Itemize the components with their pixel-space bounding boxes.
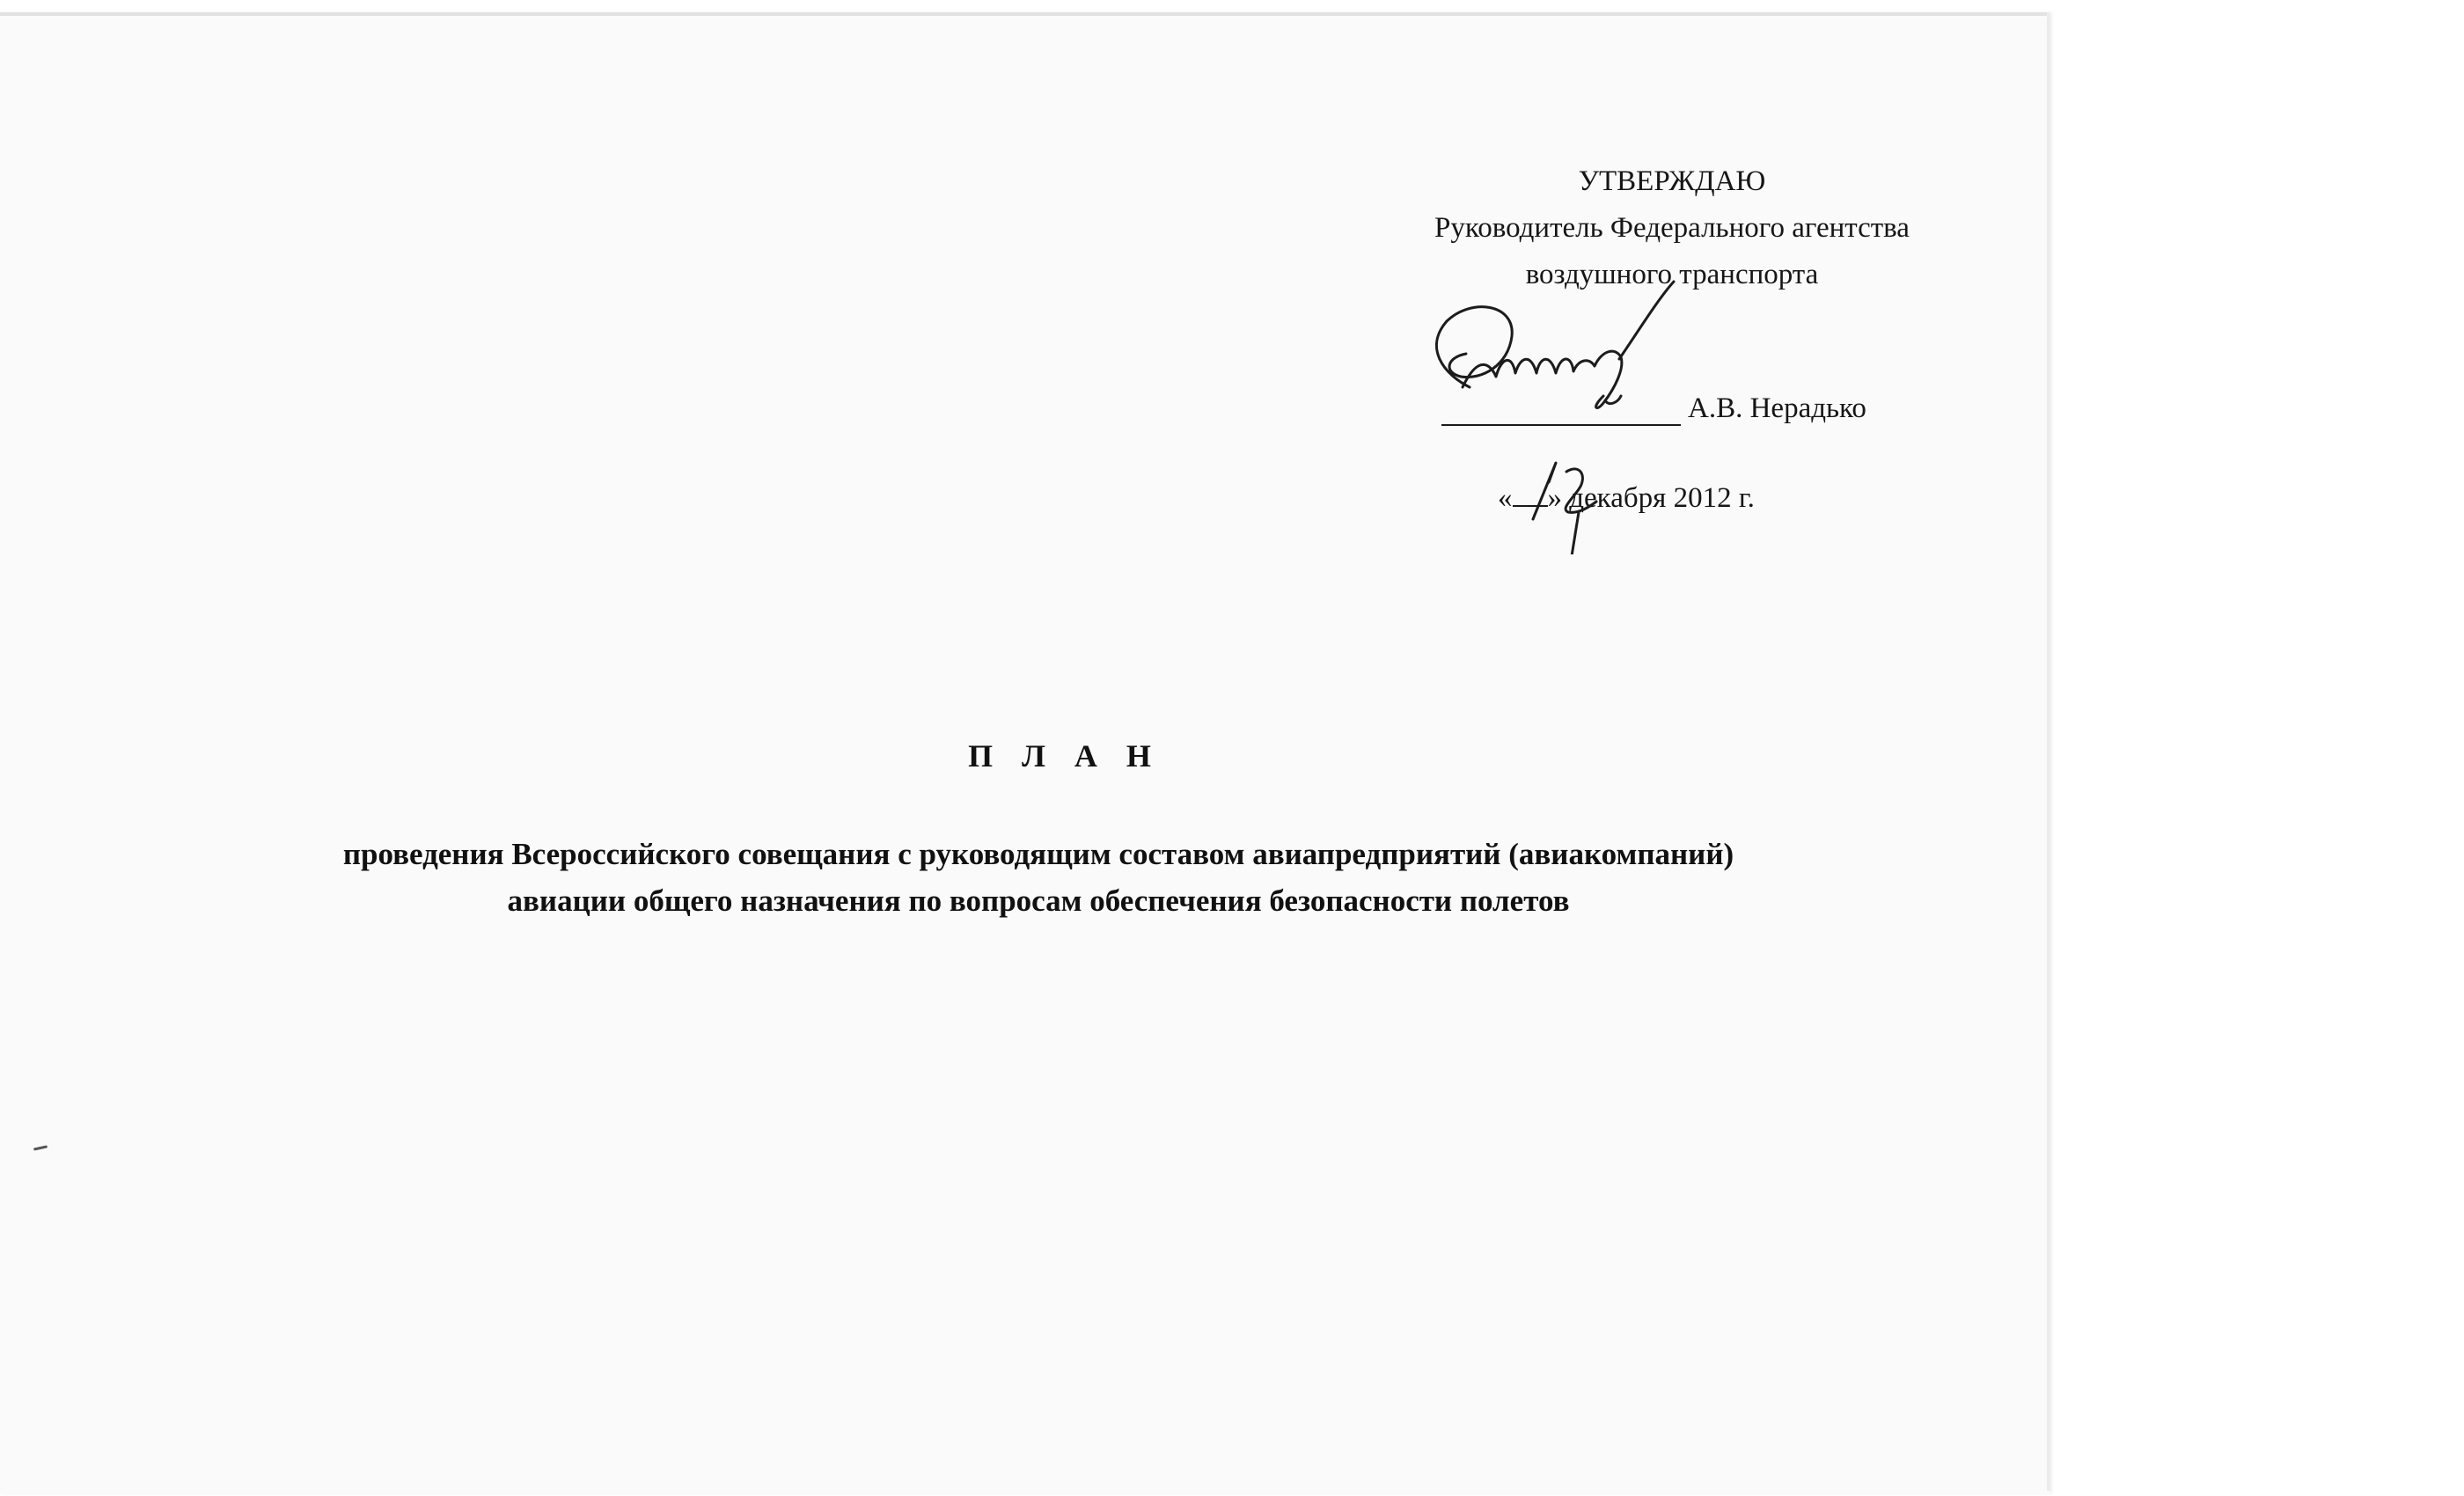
approval-heading: УТВЕРЖДАЮ	[1578, 165, 1766, 197]
subtitle-line2: авиации общего назначения по вопросам обеспечения безопасности полетов	[507, 884, 1570, 918]
signatory-name: А.В. Нерадько	[1688, 392, 1866, 424]
subtitle-line1: проведения Всероссийского совещания с руководящим составом авиапредприятий (авиакомпаний)	[342, 837, 1734, 871]
date-day-blank	[1513, 480, 1548, 507]
date-month-year: » декабря 2012 г.	[1547, 482, 1755, 514]
approver-position-line1: Руководитель Федерального агентства	[1434, 212, 1910, 244]
approval-block	[1338, 158, 2006, 298]
signature-row	[1434, 385, 1927, 438]
approver-position-line2: воздушного транспорта	[1525, 259, 1819, 290]
approval-date	[1498, 480, 1755, 515]
document-title: П Л А Н	[968, 738, 1162, 774]
document-subtitle	[35, 831, 2042, 924]
date-open-quote: «	[1498, 482, 1513, 514]
signature-line	[1441, 424, 1681, 426]
